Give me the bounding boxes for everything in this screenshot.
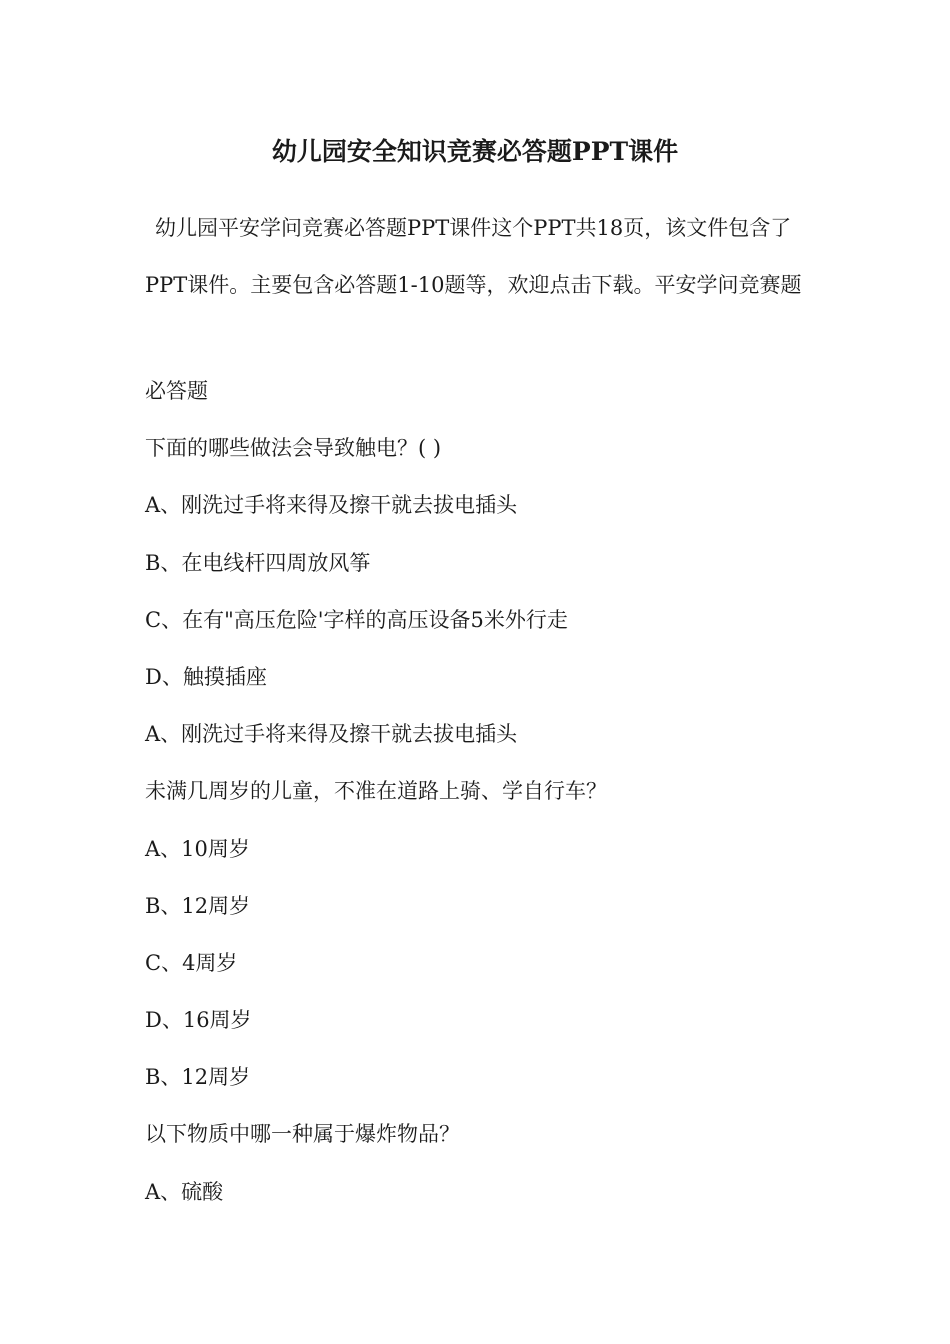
answer-option: C、在有"高压危险'字样的高压设备5米外行走 [145,607,568,632]
question-text: 下面的哪些做法会导致触电？( ) [145,436,442,461]
section-heading: 必答题 [145,379,208,403]
answer-option: A、刚洗过手将来得及擦干就去拔电插头 [145,493,518,518]
answer-option: B、12周岁 [145,893,251,918]
answer-option: A、硫酸 [145,1179,224,1204]
answer-option: D、触摸插座 [145,664,267,689]
question-text: 未满几周岁的儿童，不准在道路上骑、学自行车？ [145,779,607,804]
intro-paragraph: 幼儿园平安学问竞赛必答题PPT课件这个PPT共18页，该文件包含了PPT课件。主要包含必答题1-10题等，欢迎点击下载。平安学问竞赛题 [145,216,802,297]
answer-option: B、在电线杆四周放风筝 [145,550,371,575]
document-title: 幼儿园安全知识竞赛必答题PPT课件 [271,137,679,166]
correct-answer: A、刚洗过手将来得及擦干就去拔电插头 [145,722,518,747]
answer-option: D、16周岁 [145,1008,252,1033]
answer-option: A、10周岁 [145,836,250,861]
answer-option: C、4周岁 [145,950,238,975]
question-text: 以下物质中哪一种属于爆炸物品？ [145,1122,460,1147]
correct-answer: B、12周岁 [145,1065,251,1090]
question-list [145,363,825,1221]
